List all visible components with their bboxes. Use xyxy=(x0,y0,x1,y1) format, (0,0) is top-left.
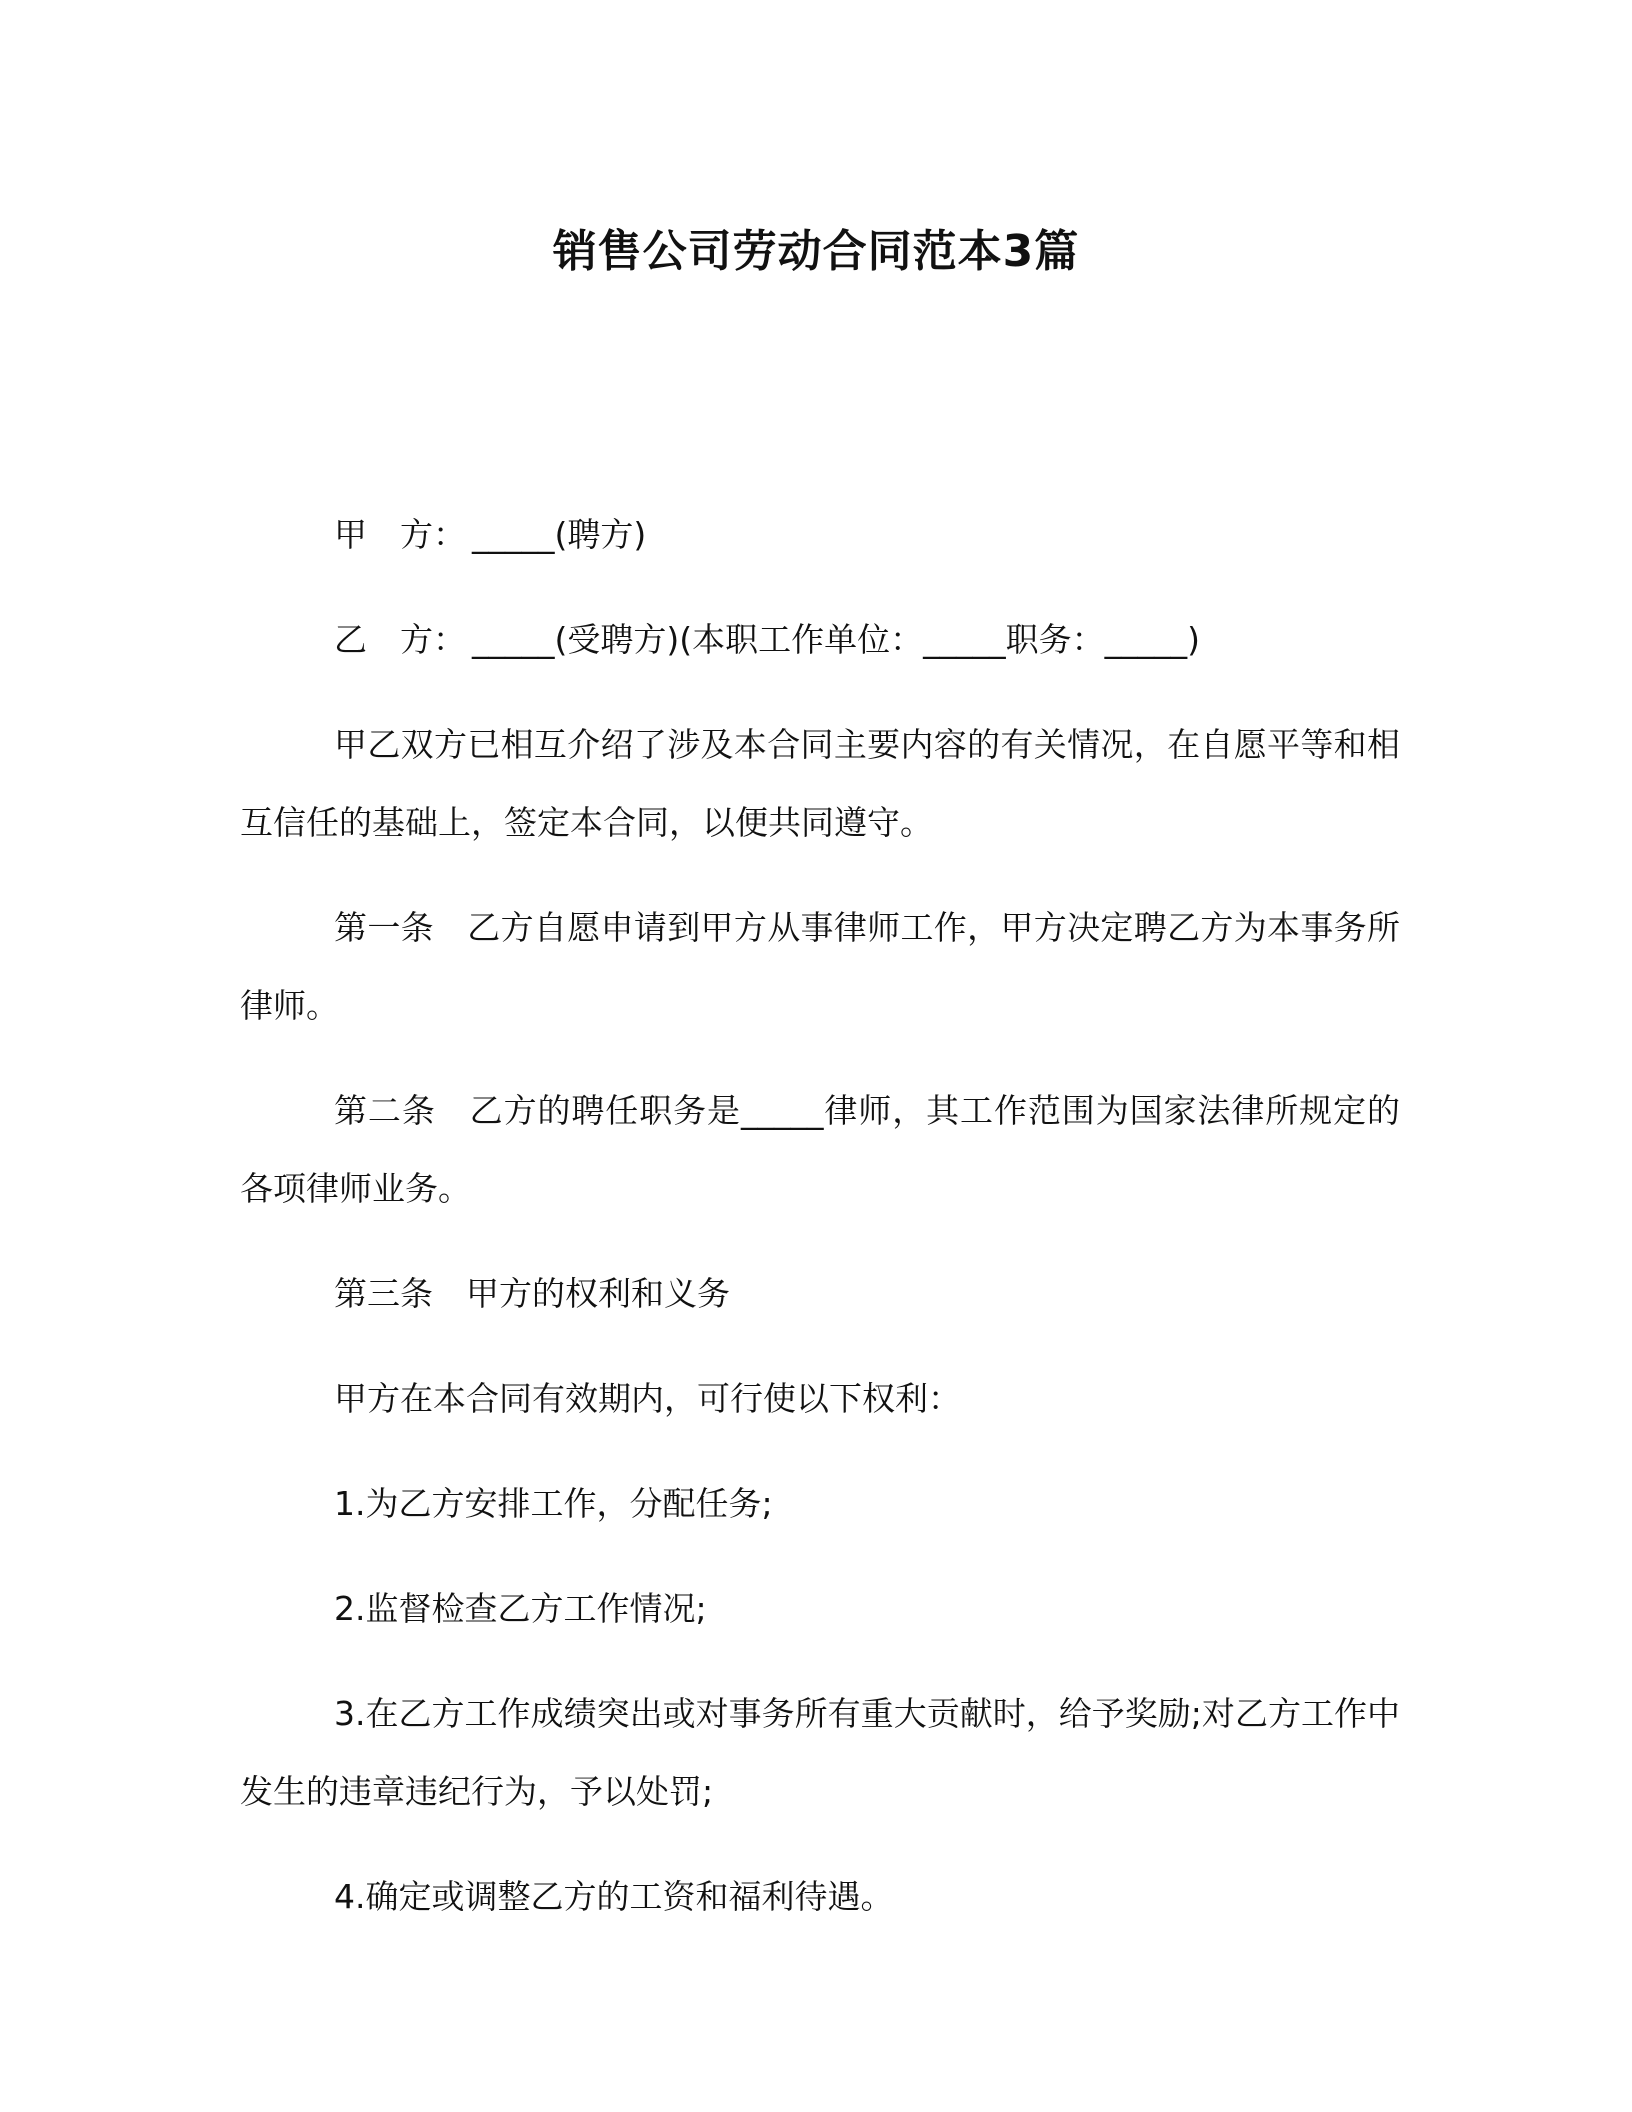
list-item-3: 3.在乙方工作成绩突出或对事务所有重大贡献时，给予奖励;对乙方工作中发生的违章违纪行为，予以处罚; xyxy=(240,1694,1400,1811)
party-b-line xyxy=(240,601,1400,679)
party-a-text: _____(聘方) xyxy=(472,515,647,554)
paragraph-article-2: 第二条 乙方的聘任职务是_____律师，其工作范围为国家法律所规定的各项律师业务。 xyxy=(240,1091,1400,1208)
party-a-line xyxy=(240,496,1400,574)
document-body xyxy=(240,496,1400,1963)
paragraph-rights-intro: 甲方在本合同有效期内，可行使以下权利： xyxy=(334,1379,961,1418)
list-item-1: 1.为乙方安排工作，分配任务; xyxy=(334,1484,773,1523)
party-b-label: 乙 方： xyxy=(334,620,466,659)
list-item-4: 4.确定或调整乙方的工资和福利待遇。 xyxy=(334,1877,894,1916)
document-title: 销售公司劳动合同范本3篇 xyxy=(552,226,1080,277)
list-item-2: 2.监督检查乙方工作情况; xyxy=(334,1589,707,1628)
party-a-label: 甲 方： xyxy=(334,515,466,554)
party-b-text: _____(受聘方)(本职工作单位：_____职务：_____) xyxy=(472,620,1200,659)
paragraph-intro: 甲乙双方已相互介绍了涉及本合同主要内容的有关情况，在自愿平等和相互信任的基础上，签定本合同，以便共同遵守。 xyxy=(240,725,1400,842)
paragraph-article-1: 第一条 乙方自愿申请到甲方从事律师工作，甲方决定聘乙方为本事务所律师。 xyxy=(240,908,1400,1025)
paragraph-article-3-heading: 第三条 甲方的权利和义务 xyxy=(334,1274,730,1313)
